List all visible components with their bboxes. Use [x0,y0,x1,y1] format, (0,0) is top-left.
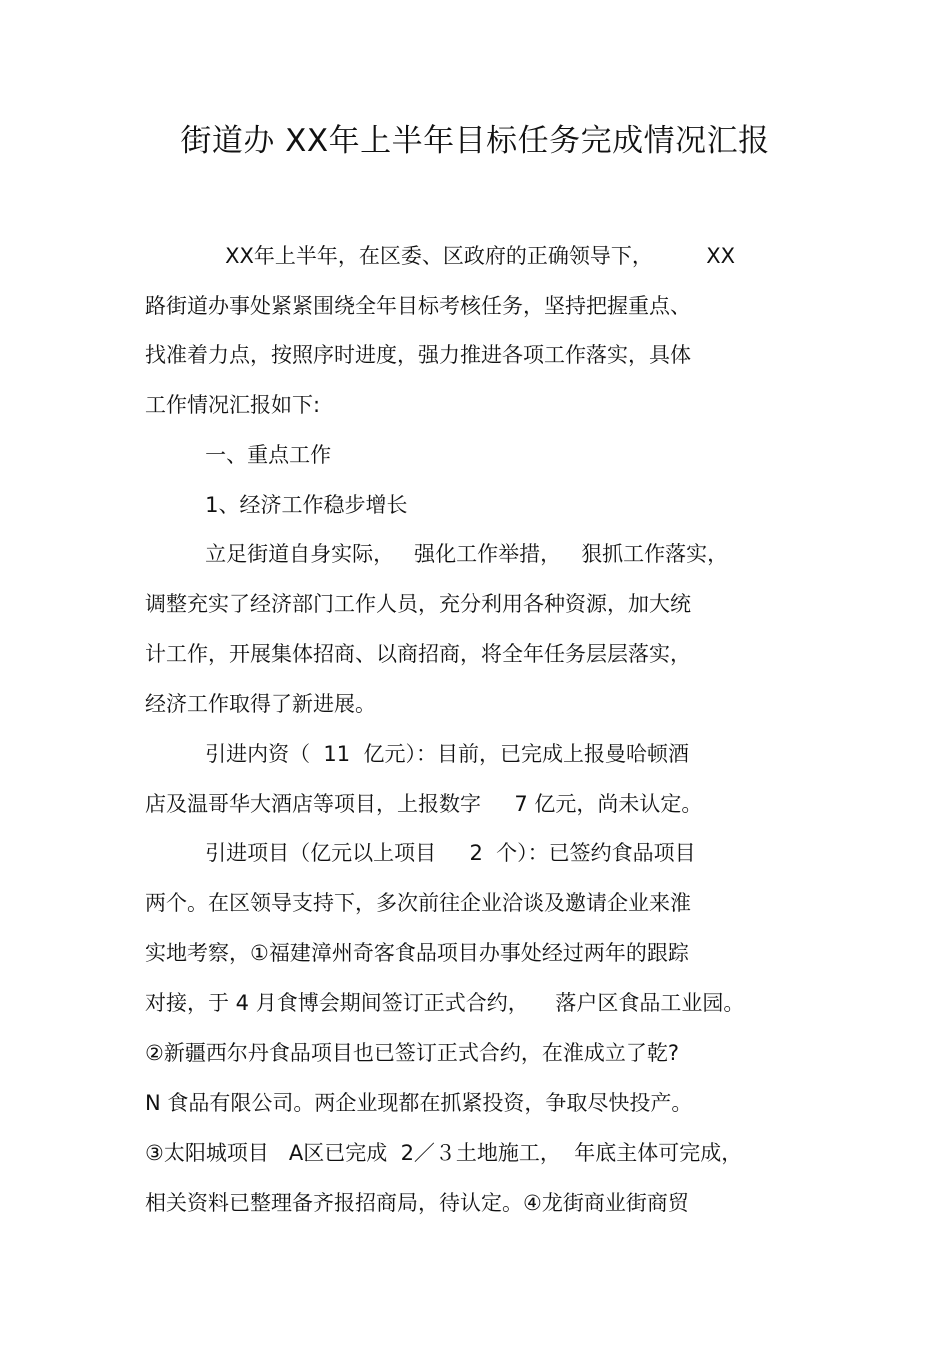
document-title: 街道办 XX年上半年目标任务完成情况汇报 [180,123,770,159]
section-heading: 一、重点工作 [145,443,332,467]
body-line: 路街道办事处紧紧围绕全年目标考核任务，坚持把握重点、 [145,294,691,318]
body-line: 对接，于 4 月食博会期间签订正式合约， 落户区食品工业园。 [145,991,745,1015]
body-line: 相关资料已整理备齐报招商局，待认定。④龙街商业街商贸 [145,1191,689,1215]
body-line: 立足街道自身实际， 强化工作举措， 狠抓工作落实， [145,542,729,566]
body-line: 找准着力点，按照序时进度，强力推进各项工作落实，具体 [145,343,691,367]
body-line: 调整充实了经济部门工作人员，充分利用各种资源，加大统 [145,592,691,616]
body-line: 引进项目（亿元以上项目 2 个）：已签约食品项目 [145,841,696,865]
body-line: ②新疆西尔丹食品项目也已签订正式合约，在淮成立了乾? [145,1041,679,1065]
body-line: N 食品有限公司。两企业现都在抓紧投资，争取尽快投产。 [145,1091,693,1115]
subsection-heading: 1、经济工作稳步增长 [145,493,408,517]
body-line: 两个。在区领导支持下，多次前往企业洽谈及邀请企业来淮 [145,891,691,915]
body-line: 实地考察，①福建漳州奇客食品项目办事处经过两年的跟踪 [145,941,689,965]
body-line: XX年上半年，在区委、区政府的正确领导下， XX [145,244,736,268]
body-line: 店及温哥华大酒店等项目，上报数字 7 亿元，尚未认定。 [145,792,703,816]
body-line: 引进内资（ 11 亿元）：目前，已完成上报曼哈顿酒 [145,742,689,766]
body-line: 计工作，开展集体招商、以商招商，将全年任务层层落实， [145,642,691,666]
body-line: 工作情况汇报如下: [145,393,321,417]
body-line: 经济工作取得了新进展。 [145,692,376,716]
body-line: ③太阳城项目 A区已完成 2／３土地施工， 年底主体可完成， [145,1141,743,1165]
